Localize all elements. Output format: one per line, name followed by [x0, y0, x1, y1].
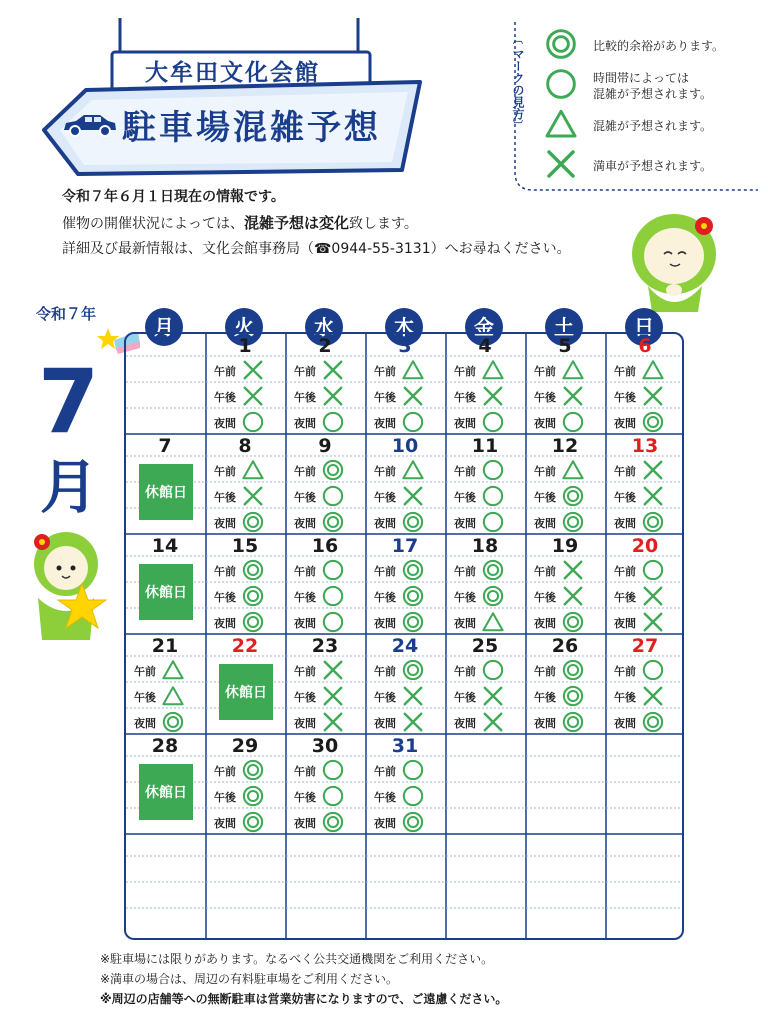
double-circle-icon — [402, 559, 424, 585]
slot-label: 午後 — [294, 391, 316, 404]
day-number: 30 — [311, 735, 339, 757]
weekday-badge: 火 — [225, 308, 263, 346]
legend-text: 混雑が予想されます。 — [593, 119, 713, 133]
slot-label: 午後 — [374, 791, 396, 804]
slot-label: 午前 — [534, 465, 556, 478]
double-circle-icon — [642, 411, 664, 437]
circle-icon — [322, 785, 344, 811]
circle-icon — [482, 411, 504, 437]
double-circle-icon — [322, 511, 344, 537]
slot-label: 午後 — [294, 691, 316, 704]
slot-label: 午後 — [214, 391, 236, 404]
slot-label: 午前 — [374, 565, 396, 578]
day-number: 17 — [391, 535, 419, 557]
slot-label: 午前 — [534, 665, 556, 678]
day-number: 25 — [471, 635, 499, 657]
day-number: 18 — [471, 535, 499, 557]
slot-label: 夜間 — [374, 517, 396, 530]
day-number: 3 — [398, 335, 412, 357]
slot-label: 午後 — [214, 791, 236, 804]
day-number: 12 — [551, 435, 579, 457]
double-circle-icon — [242, 811, 264, 837]
day-number: 10 — [391, 435, 419, 457]
triangle-icon — [402, 459, 424, 485]
day-number: 4 — [478, 335, 492, 357]
day-number: 15 — [231, 535, 259, 557]
slot-label: 午後 — [614, 391, 636, 404]
slot-label: 夜間 — [214, 817, 236, 830]
slot-label: 午後 — [294, 591, 316, 604]
slot-label: 午後 — [454, 691, 476, 704]
circle-icon — [322, 485, 344, 511]
slot-label: 夜間 — [454, 417, 476, 430]
slot-label: 夜間 — [214, 617, 236, 630]
slot-label: 夜間 — [214, 417, 236, 430]
slot-label: 夜間 — [294, 417, 316, 430]
slot-label: 午後 — [374, 391, 396, 404]
slot-label: 午前 — [294, 365, 316, 378]
cross-icon — [545, 148, 585, 184]
closed-day-badge: 休館日 — [139, 564, 193, 620]
slot-label: 夜間 — [614, 617, 636, 630]
note-1: ※駐車場には限りがあります。なるべく公共交通機関をご利用ください。 — [100, 952, 494, 966]
double-circle-icon — [642, 711, 664, 737]
slot-label: 夜間 — [294, 717, 316, 730]
slot-label: 午後 — [534, 491, 556, 504]
day-number: 1 — [238, 335, 252, 357]
slot-label: 夜間 — [534, 617, 556, 630]
cross-icon — [402, 711, 424, 737]
double-circle-icon — [402, 811, 424, 837]
double-circle-icon — [402, 611, 424, 637]
note-3: ※周辺の店舗等への無断駐車は営業妨害になりますので、ご遠慮ください。 — [100, 992, 508, 1006]
triangle-icon — [162, 685, 184, 711]
slot-label: 午後 — [534, 691, 556, 704]
cross-icon — [642, 585, 664, 611]
slot-label: 夜間 — [454, 617, 476, 630]
cross-icon — [482, 685, 504, 711]
cross-icon — [322, 359, 344, 385]
slot-label: 午前 — [214, 765, 236, 778]
slot-label: 午後 — [454, 591, 476, 604]
slot-label: 夜間 — [374, 617, 396, 630]
triangle-icon — [402, 359, 424, 385]
triangle-icon — [562, 459, 584, 485]
circle-icon — [482, 659, 504, 685]
slot-label: 夜間 — [614, 417, 636, 430]
info-contact: 詳細及び最新情報は、文化会館事務局（☎0944-55-3131）へお尋ねください。 — [62, 241, 571, 257]
cross-icon — [322, 685, 344, 711]
cross-icon — [482, 711, 504, 737]
month-suffix: 月 — [40, 453, 99, 521]
day-number: 19 — [551, 535, 579, 557]
slot-label: 夜間 — [614, 717, 636, 730]
circle-icon — [322, 411, 344, 437]
slot-label: 午前 — [214, 365, 236, 378]
day-number: 14 — [151, 535, 179, 557]
circle-icon — [482, 511, 504, 537]
slot-label: 午後 — [614, 691, 636, 704]
slot-label: 午前 — [214, 465, 236, 478]
note-2: ※満車の場合は、周辺の有料駐車場をご利用ください。 — [100, 972, 399, 986]
slot-label: 午前 — [374, 365, 396, 378]
cross-icon — [642, 459, 664, 485]
slot-label: 午前 — [454, 465, 476, 478]
slot-label: 夜間 — [374, 717, 396, 730]
triangle-icon — [562, 359, 584, 385]
slot-label: 午前 — [374, 665, 396, 678]
slot-label: 午後 — [454, 391, 476, 404]
day-number: 8 — [238, 435, 252, 457]
cross-icon — [322, 711, 344, 737]
cross-icon — [402, 385, 424, 411]
circle-icon — [322, 611, 344, 637]
day-number: 7 — [158, 435, 172, 457]
double-circle-icon — [402, 511, 424, 537]
double-circle-icon — [562, 659, 584, 685]
slot-label: 午後 — [534, 591, 556, 604]
closed-day-badge: 休館日 — [219, 664, 273, 720]
slot-label: 夜間 — [454, 717, 476, 730]
era-label: 令和７年 — [36, 305, 97, 323]
circle-icon — [322, 559, 344, 585]
slot-label: 午前 — [294, 665, 316, 678]
circle-icon — [642, 559, 664, 585]
legend-item — [545, 28, 724, 64]
day-number: 16 — [311, 535, 339, 557]
slot-label: 午前 — [294, 765, 316, 778]
legend-item — [545, 108, 712, 144]
slot-label: 午後 — [294, 791, 316, 804]
double-circle-icon — [242, 785, 264, 811]
circle-icon — [322, 585, 344, 611]
slot-label: 午後 — [374, 591, 396, 604]
slot-label: 午前 — [374, 465, 396, 478]
slot-label: 午前 — [454, 665, 476, 678]
day-number: 13 — [631, 435, 659, 457]
weekday-badge: 木 — [385, 308, 423, 346]
circle-icon — [545, 68, 585, 104]
circle-icon — [402, 411, 424, 437]
legend-text: 比較的余裕があります。 — [593, 39, 725, 53]
slot-label: 午前 — [614, 565, 636, 578]
day-number: 28 — [151, 735, 179, 757]
slot-label: 午後 — [294, 491, 316, 504]
slot-label: 午後 — [454, 491, 476, 504]
slot-label: 夜間 — [374, 417, 396, 430]
slot-label: 午前 — [454, 365, 476, 378]
slot-label: 午後 — [134, 691, 156, 704]
slot-label: 午前 — [534, 565, 556, 578]
legend-item — [545, 148, 712, 184]
circle-icon — [482, 459, 504, 485]
legend-item — [545, 68, 712, 104]
slot-label: 夜間 — [534, 517, 556, 530]
double-circle-icon — [242, 559, 264, 585]
slot-label: 午前 — [614, 365, 636, 378]
double-circle-icon — [562, 511, 584, 537]
double-circle-icon — [242, 759, 264, 785]
closed-day-badge: 休館日 — [139, 764, 193, 820]
weekday-badge: 日 — [625, 308, 663, 346]
double-circle-icon — [242, 585, 264, 611]
day-number: 27 — [631, 635, 659, 657]
slot-label: 午後 — [614, 491, 636, 504]
car-icon — [60, 112, 118, 138]
double-circle-icon — [162, 711, 184, 737]
slot-label: 午後 — [214, 591, 236, 604]
slot-label: 午前 — [294, 565, 316, 578]
info-change: 催物の開催状況によっては、混雑予想は変化致します。 — [62, 214, 418, 232]
slot-label: 夜間 — [534, 717, 556, 730]
cross-icon — [242, 359, 264, 385]
double-circle-icon — [562, 711, 584, 737]
day-number: 22 — [231, 635, 259, 657]
circle-icon — [402, 785, 424, 811]
cross-icon — [402, 685, 424, 711]
calendar-grid — [124, 332, 684, 940]
slot-label: 午後 — [374, 491, 396, 504]
circle-icon — [402, 759, 424, 785]
circle-icon — [482, 485, 504, 511]
day-number: 26 — [551, 635, 579, 657]
weekday-badge: 月 — [145, 308, 183, 346]
slot-label: 午後 — [534, 391, 556, 404]
double-circle-icon — [562, 685, 584, 711]
double-circle-icon — [402, 585, 424, 611]
weekday-badge: 水 — [305, 308, 343, 346]
triangle-icon — [242, 459, 264, 485]
slot-label: 夜間 — [134, 717, 156, 730]
slot-label: 夜間 — [214, 517, 236, 530]
cross-icon — [642, 685, 664, 711]
double-circle-icon — [482, 559, 504, 585]
day-number: 5 — [558, 335, 572, 357]
slot-label: 夜間 — [374, 817, 396, 830]
day-number: 2 — [318, 335, 332, 357]
double-circle-icon — [482, 585, 504, 611]
triangle-icon — [545, 108, 585, 144]
weekday-badge: 土 — [545, 308, 583, 346]
double-circle-icon — [642, 511, 664, 537]
slot-label: 夜間 — [614, 517, 636, 530]
closed-day-badge: 休館日 — [139, 464, 193, 520]
day-number: 20 — [631, 535, 659, 557]
cross-icon — [562, 559, 584, 585]
cross-icon — [402, 485, 424, 511]
day-number: 6 — [638, 335, 652, 357]
cross-icon — [642, 485, 664, 511]
double-circle-icon — [402, 659, 424, 685]
slot-label: 午前 — [534, 365, 556, 378]
double-circle-icon — [562, 485, 584, 511]
legend-text: 満車が予想されます。 — [593, 159, 713, 173]
page-title: 駐車場混雑予想 — [122, 108, 381, 148]
triangle-icon — [482, 359, 504, 385]
cross-icon — [642, 385, 664, 411]
double-circle-icon — [322, 811, 344, 837]
slot-label: 午前 — [454, 565, 476, 578]
legend-text: 時間帯によっては 混雑が予想されます。 — [593, 71, 713, 101]
slot-label: 午後 — [614, 591, 636, 604]
legend-title: ︹ マークの見方 ︺ — [511, 35, 525, 132]
cross-icon — [242, 385, 264, 411]
double-circle-icon — [562, 611, 584, 637]
day-number: 24 — [391, 635, 419, 657]
mascot-with-star-illustration — [26, 528, 110, 644]
slot-label: 夜間 — [294, 517, 316, 530]
circle-icon — [642, 659, 664, 685]
slot-label: 夜間 — [534, 417, 556, 430]
cross-icon — [482, 385, 504, 411]
mascot-illustration — [624, 206, 724, 314]
circle-icon — [242, 411, 264, 437]
venue-name: 大牟田文化会館 — [145, 60, 320, 86]
triangle-icon — [162, 659, 184, 685]
double-circle-icon — [322, 459, 344, 485]
cross-icon — [642, 611, 664, 637]
slot-label: 午前 — [614, 665, 636, 678]
slot-label: 午後 — [214, 491, 236, 504]
cross-icon — [562, 385, 584, 411]
cross-icon — [322, 385, 344, 411]
double-circle-icon — [242, 611, 264, 637]
day-number: 9 — [318, 435, 332, 457]
cross-icon — [562, 585, 584, 611]
slot-label: 夜間 — [294, 817, 316, 830]
day-number: 29 — [231, 735, 259, 757]
cross-icon — [322, 659, 344, 685]
weekday-badge: 金 — [465, 308, 503, 346]
slot-label: 午前 — [614, 465, 636, 478]
month-number: 7 — [38, 350, 100, 453]
double-circle-icon — [545, 28, 585, 64]
slot-label: 夜間 — [454, 517, 476, 530]
info-date: 令和７年６月１日現在の情報です。 — [62, 189, 285, 205]
slot-label: 午前 — [374, 765, 396, 778]
day-number: 21 — [151, 635, 179, 657]
circle-icon — [322, 759, 344, 785]
double-circle-icon — [242, 511, 264, 537]
day-number: 23 — [311, 635, 339, 657]
slot-label: 夜間 — [294, 617, 316, 630]
triangle-icon — [482, 611, 504, 637]
triangle-icon — [642, 359, 664, 385]
slot-label: 午前 — [214, 565, 236, 578]
slot-label: 午前 — [294, 465, 316, 478]
slot-label: 午前 — [134, 665, 156, 678]
day-number: 11 — [471, 435, 499, 457]
cross-icon — [242, 485, 264, 511]
circle-icon — [562, 411, 584, 437]
day-number: 31 — [391, 735, 419, 757]
slot-label: 午後 — [374, 691, 396, 704]
